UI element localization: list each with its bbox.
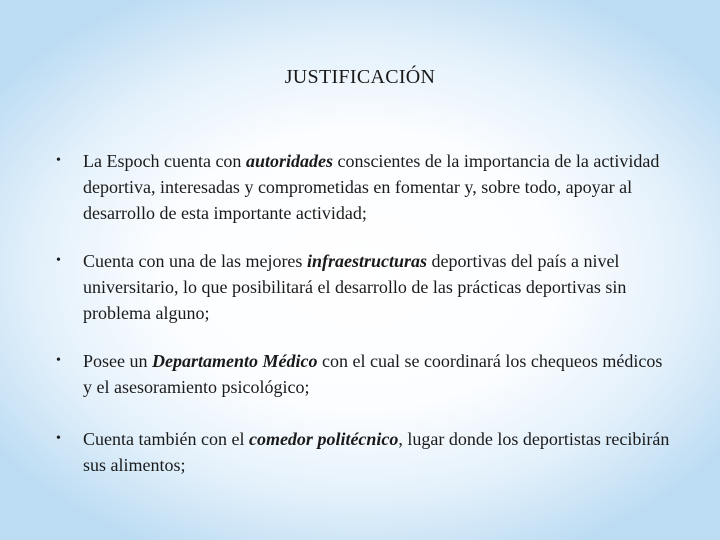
- bullet-item-autoridades: [50, 148, 670, 226]
- bullet-text-before: Posee un: [83, 351, 152, 371]
- bullet-text: [83, 348, 670, 400]
- bullet-text-before: La Espoch cuenta con: [83, 151, 246, 171]
- bullet-emphasis: Departamento Médico: [152, 351, 318, 371]
- bullet-icon: •: [56, 153, 61, 168]
- bullet-text-after: deportivas del país a nivel universitario, lo que posibilitará el desarrollo de las prácticas deportivas sin problema alguno;: [83, 251, 627, 323]
- bullet-item-infraestructuras: [50, 248, 670, 326]
- bullet-text-before: Cuenta también con el: [83, 429, 249, 449]
- bullet-icon: •: [56, 431, 61, 446]
- bullet-item-comedor: [50, 426, 670, 478]
- bullet-text-before: Cuenta con una de las mejores: [83, 251, 307, 271]
- bullet-text: [83, 148, 670, 226]
- bullet-item-departamento-medico: [50, 348, 670, 400]
- bullet-text-after: , lugar donde los deportistas recibirán sus alimentos;: [83, 429, 670, 475]
- bullet-emphasis: autoridades: [245, 151, 333, 171]
- bullet-text-after: conscientes de la importancia de la actividad deportiva, interesadas y comprometidas en fomentar y, sobre todo, apoyar al desarrollo de esta importante actividad;: [83, 151, 660, 223]
- bullet-text: [83, 426, 670, 478]
- slide-title: JUSTIFICACIÓN: [284, 66, 436, 88]
- bullet-emphasis: infraestructuras: [306, 251, 427, 271]
- bullet-text: [83, 248, 670, 326]
- bullet-text-after: con el cual se coordinará los chequeos médicos y el asesoramiento psicológico;: [83, 351, 663, 397]
- bullet-emphasis: comedor politécnico: [248, 429, 399, 449]
- bullet-icon: •: [56, 253, 61, 268]
- bullet-icon: •: [56, 353, 61, 368]
